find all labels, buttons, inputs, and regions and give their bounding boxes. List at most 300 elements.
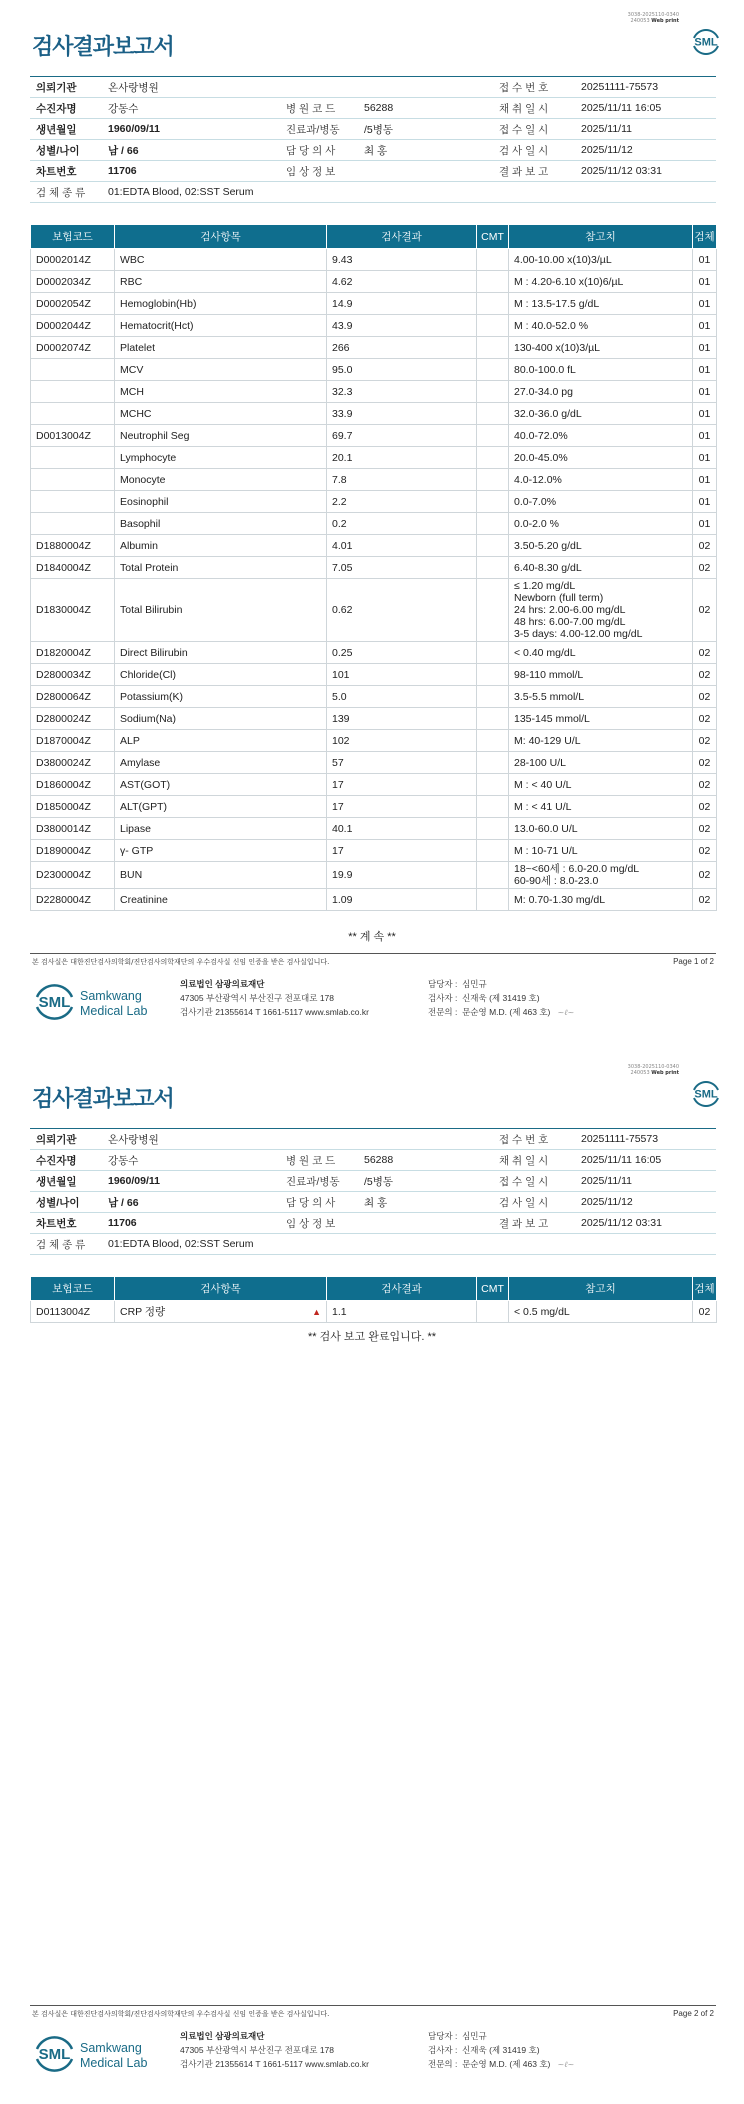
reference-range-cell: 13.0-60.0 U/L: [509, 818, 693, 840]
insurance-code-cell: D1820004Z: [31, 642, 115, 664]
test-item-cell: RBC: [115, 271, 327, 293]
patient-name-value: 강동수: [102, 98, 280, 119]
reference-range-cell: 4.00-10.00 x(10)3/µL: [509, 249, 693, 271]
sml-logo-icon: [688, 1076, 724, 1112]
table-row: [31, 664, 717, 686]
test-result-cell: 1.09: [327, 889, 477, 911]
test-item-cell: CRP 정량 ▲: [115, 1301, 327, 1323]
specimen-cell: 01: [693, 381, 717, 403]
dept-label: 진료과/병동: [280, 119, 358, 140]
insurance-code-cell: D0002074Z: [31, 337, 115, 359]
cmt-cell: [477, 359, 509, 381]
specimen-label: 검 체 종 류: [30, 182, 102, 203]
dob-value: 1960/09/11: [102, 119, 280, 140]
samkwang-logo: [34, 2032, 174, 2081]
insurance-code-cell: D2300004Z: [31, 862, 115, 889]
insurance-code-cell: [31, 469, 115, 491]
test-item-cell: Platelet: [115, 337, 327, 359]
cmt-cell: [477, 889, 509, 911]
test-item-cell: MCV: [115, 359, 327, 381]
reference-range-cell: M: 40-129 U/L: [509, 730, 693, 752]
table-row: [31, 840, 717, 862]
test-item-cell: Neutrophil Seg: [115, 425, 327, 447]
specimen-cell: 02: [693, 535, 717, 557]
test-item-cell: Hematocrit(Hct): [115, 315, 327, 337]
specimen-cell: 02: [693, 752, 717, 774]
report-date-label: 결 과 보 고: [493, 161, 575, 182]
table-row: [31, 249, 717, 271]
test-result-cell: 7.05: [327, 557, 477, 579]
hospital-label: 의뢰기관: [30, 77, 102, 98]
cmt-cell: [477, 579, 509, 642]
test-result-cell: 5.0: [327, 686, 477, 708]
test-date-value: 2025/11/12: [575, 140, 716, 161]
test-item-cell: BUN: [115, 862, 327, 889]
cmt-cell: [477, 337, 509, 359]
test-item-cell: Sodium(Na): [115, 708, 327, 730]
test-result-cell: 266: [327, 337, 477, 359]
cmt-cell: [477, 469, 509, 491]
lab-staff: 담당자 : 심민규 검사자 : 신재욱 (제 31419 호) 전문의 : 문순영 M.D. (제 463 호) ~ℓ~: [428, 2031, 575, 2069]
cmt-cell: [477, 513, 509, 535]
test-result-cell: 139: [327, 708, 477, 730]
table-row: [31, 535, 717, 557]
table-row: [31, 1301, 717, 1323]
reference-range-cell: < 0.5 mg/dL: [509, 1301, 693, 1323]
reference-range-cell: 20.0-45.0%: [509, 447, 693, 469]
report-title: 검사결과보고서: [32, 1087, 174, 1112]
svg-text:SML: SML: [694, 1088, 718, 1101]
report-date-value: 2025/11/12 03:31: [575, 161, 716, 182]
reference-range-cell: M : 13.5-17.5 g/dL: [509, 293, 693, 315]
hospital-code-value: 56288: [358, 98, 493, 119]
patient-name-label: 수진자명: [30, 1150, 102, 1171]
table-row: [31, 337, 717, 359]
patient-name-value: 강동수: [102, 1150, 280, 1171]
sex-age-label: 성별/나이: [30, 140, 102, 161]
reference-range-cell: 28-100 U/L: [509, 752, 693, 774]
collect-date-label: 채 취 일 시: [493, 1150, 575, 1171]
specimen-cell: 01: [693, 293, 717, 315]
test-result-cell: 4.62: [327, 271, 477, 293]
test-result-cell: 43.9: [327, 315, 477, 337]
test-item-cell: Monocyte: [115, 469, 327, 491]
insurance-code-cell: D1850004Z: [31, 796, 115, 818]
specimen-cell: 01: [693, 337, 717, 359]
cmt-cell: [477, 249, 509, 271]
continue-notice: ** 계 속 **: [348, 931, 396, 943]
receipt-date-label: 접 수 일 시: [493, 1171, 575, 1192]
specimen-cell: 02: [693, 579, 717, 642]
test-item-cell: Lipase: [115, 818, 327, 840]
test-result-cell: 17: [327, 796, 477, 818]
header-cmt: CMT: [477, 1277, 509, 1301]
table-row: [31, 469, 717, 491]
cmt-cell: [477, 403, 509, 425]
insurance-code-cell: D0002044Z: [31, 315, 115, 337]
specimen-cell: 02: [693, 818, 717, 840]
reference-range-cell: 3.50-5.20 g/dL: [509, 535, 693, 557]
reference-range-cell: 0.0-7.0%: [509, 491, 693, 513]
test-result-cell: 69.7: [327, 425, 477, 447]
certification-text: 본 검사실은 대한진단검사의학회/진단검사의학재단의 우수검사실 신임 인증을 받은 검사실입니다.: [32, 958, 330, 966]
dept-value: /5병동: [358, 1171, 493, 1192]
test-item-cell: Total Bilirubin: [115, 579, 327, 642]
header-item: 검사항목: [115, 225, 327, 249]
doctor-label: 담 당 의 사: [280, 140, 358, 161]
insurance-code-cell: D3800014Z: [31, 818, 115, 840]
footer-divider: [30, 953, 716, 954]
test-item-cell: Amylase: [115, 752, 327, 774]
specimen-cell: 01: [693, 403, 717, 425]
specimen-cell: 02: [693, 774, 717, 796]
table-row: [31, 579, 717, 642]
svg-text:Medical Lab: Medical Lab: [80, 2056, 148, 2070]
test-item-cell: Direct Bilirubin: [115, 642, 327, 664]
cmt-cell: [477, 730, 509, 752]
receipt-date-value: 2025/11/11: [575, 1171, 716, 1192]
header-item: 검사항목: [115, 1277, 327, 1301]
cmt-cell: [477, 271, 509, 293]
insurance-code-cell: D2280004Z: [31, 889, 115, 911]
test-item-cell: Hemoglobin(Hb): [115, 293, 327, 315]
specimen-cell: 02: [693, 840, 717, 862]
table-row: [31, 293, 717, 315]
print-code: 3038-2025110-0340 240053 Web print: [627, 12, 679, 24]
cmt-cell: [477, 491, 509, 513]
patient-info: [30, 76, 716, 203]
cmt-cell: [477, 664, 509, 686]
table-row: [31, 381, 717, 403]
table-row: [31, 708, 717, 730]
cmt-cell: [477, 708, 509, 730]
hospital-code-label: 병 원 코 드: [280, 1150, 358, 1171]
test-result-cell: 17: [327, 840, 477, 862]
receipt-date-value: 2025/11/11: [575, 119, 716, 140]
test-result-cell: 2.2: [327, 491, 477, 513]
insurance-code-cell: D0013004Z: [31, 425, 115, 447]
certification-text: 본 검사실은 대한진단검사의학회/진단검사의학재단의 우수검사실 신임 인증을 받은 검사실입니다.: [32, 2010, 330, 2018]
lab-address: 의료법인 삼광의료재단 47305 부산광역시 부산진구 전포대로 178 검사기관 21355614 T 1661-5117 www.smlab.co.kr: [180, 979, 369, 1017]
cmt-cell: [477, 381, 509, 403]
page-number: Page 1 of 2: [673, 957, 714, 966]
specimen-cell: 01: [693, 249, 717, 271]
cmt-cell: [477, 535, 509, 557]
insurance-code-cell: D1830004Z: [31, 579, 115, 642]
test-date-label: 검 사 일 시: [493, 1192, 575, 1213]
table-row: [31, 315, 717, 337]
test-item-cell: MCH: [115, 381, 327, 403]
dept-label: 진료과/병동: [280, 1171, 358, 1192]
test-item-cell: AST(GOT): [115, 774, 327, 796]
report-page-2: [0, 1052, 744, 2104]
insurance-code-cell: D0002054Z: [31, 293, 115, 315]
specimen-value: 01:EDTA Blood, 02:SST Serum: [102, 1234, 716, 1255]
sex-age-value: 남 / 66: [102, 1192, 280, 1213]
test-item-cell: Potassium(K): [115, 686, 327, 708]
hospital-label: 의뢰기관: [30, 1129, 102, 1150]
reference-range-cell: M : 40.0-52.0 %: [509, 315, 693, 337]
table-row: [31, 862, 717, 889]
header-result: 검사결과: [327, 1277, 477, 1301]
test-result-cell: 20.1: [327, 447, 477, 469]
chart-no-label: 차트번호: [30, 1213, 102, 1234]
test-item-cell: MCHC: [115, 403, 327, 425]
test-item-cell: Total Protein: [115, 557, 327, 579]
test-item-cell: Chloride(Cl): [115, 664, 327, 686]
insurance-code-cell: D1890004Z: [31, 840, 115, 862]
test-date-value: 2025/11/12: [575, 1192, 716, 1213]
report-date-value: 2025/11/12 03:31: [575, 1213, 716, 1234]
insurance-code-cell: D0002014Z: [31, 249, 115, 271]
svg-text:Samkwang: Samkwang: [80, 2041, 142, 2055]
receipt-no-label: 접 수 번 호: [493, 77, 575, 98]
clinical-info-value: [358, 1213, 493, 1234]
reference-range-cell: 40.0-72.0%: [509, 425, 693, 447]
dob-label: 생년월일: [30, 1171, 102, 1192]
reference-range-cell: 3.5-5.5 mmol/L: [509, 686, 693, 708]
chart-no-label: 차트번호: [30, 161, 102, 182]
samkwang-logo: [34, 980, 174, 1029]
doctor-value: 최 홍: [358, 1192, 493, 1213]
specimen-cell: 01: [693, 315, 717, 337]
test-result-cell: 32.3: [327, 381, 477, 403]
specimen-label: 검 체 종 류: [30, 1234, 102, 1255]
sml-logo-icon: [688, 24, 724, 60]
reference-range-cell: 32.0-36.0 g/dL: [509, 403, 693, 425]
specimen-value: 01:EDTA Blood, 02:SST Serum: [102, 182, 716, 203]
table-row: [31, 425, 717, 447]
footer-divider: [30, 2005, 716, 2006]
dob-value: 1960/09/11: [102, 1171, 280, 1192]
specimen-cell: 02: [693, 664, 717, 686]
cmt-cell: [477, 774, 509, 796]
insurance-code-cell: D1880004Z: [31, 535, 115, 557]
header-ref: 참고치: [509, 1277, 693, 1301]
cmt-cell: [477, 818, 509, 840]
specimen-cell: 01: [693, 425, 717, 447]
dob-label: 생년월일: [30, 119, 102, 140]
patient-name-label: 수진자명: [30, 98, 102, 119]
print-code: 3038-2025110-0340 240053 Web print: [627, 1064, 679, 1076]
specimen-cell: 02: [693, 730, 717, 752]
test-result-cell: 95.0: [327, 359, 477, 381]
insurance-code-cell: D2800064Z: [31, 686, 115, 708]
test-result-cell: 102: [327, 730, 477, 752]
receipt-no-label: 접 수 번 호: [493, 1129, 575, 1150]
insurance-code-cell: [31, 513, 115, 535]
reference-range-cell: 135-145 mmol/L: [509, 708, 693, 730]
test-result-cell: 4.01: [327, 535, 477, 557]
svg-text:SML: SML: [38, 994, 71, 1011]
samkwang-logo-icon: [34, 2032, 174, 2076]
report-date-label: 결 과 보 고: [493, 1213, 575, 1234]
table-row: [31, 642, 717, 664]
test-item-cell: ALT(GPT): [115, 796, 327, 818]
clinical-info-label: 임 상 정 보: [280, 1213, 358, 1234]
insurance-code-cell: D1870004Z: [31, 730, 115, 752]
cmt-cell: [477, 686, 509, 708]
test-result-cell: 0.62: [327, 579, 477, 642]
insurance-code-cell: [31, 359, 115, 381]
insurance-code-cell: D2800034Z: [31, 664, 115, 686]
test-date-label: 검 사 일 시: [493, 140, 575, 161]
patient-info: [30, 1128, 716, 1255]
header-ref: 참고치: [509, 225, 693, 249]
specimen-cell: 02: [693, 1301, 717, 1323]
cmt-cell: [477, 315, 509, 337]
test-result-cell: 0.2: [327, 513, 477, 535]
specimen-cell: 01: [693, 469, 717, 491]
test-item-cell: Eosinophil: [115, 491, 327, 513]
specimen-cell: 02: [693, 889, 717, 911]
insurance-code-cell: D1860004Z: [31, 774, 115, 796]
svg-text:Medical Lab: Medical Lab: [80, 1004, 148, 1018]
test-item-cell: γ- GTP: [115, 840, 327, 862]
header-code: 보험코드: [31, 1277, 115, 1301]
test-result-cell: 14.9: [327, 293, 477, 315]
cmt-cell: [477, 642, 509, 664]
insurance-code-cell: D2800024Z: [31, 708, 115, 730]
reference-range-cell: M : 4.20-6.10 x(10)6/µL: [509, 271, 693, 293]
insurance-code-cell: D0002034Z: [31, 271, 115, 293]
insurance-code-cell: [31, 403, 115, 425]
collect-date-value: 2025/11/11 16:05: [575, 98, 716, 119]
table-row: [31, 447, 717, 469]
table-row: [31, 491, 717, 513]
table-row: [31, 889, 717, 911]
reference-range-cell: < 0.40 mg/dL: [509, 642, 693, 664]
abnormal-high-flag-icon: ▲: [312, 1306, 321, 1317]
test-result-cell: 9.43: [327, 249, 477, 271]
table-row: [31, 818, 717, 840]
clinical-info-label: 임 상 정 보: [280, 161, 358, 182]
cmt-cell: [477, 447, 509, 469]
cmt-cell: [477, 425, 509, 447]
dept-value: /5병동: [358, 119, 493, 140]
sex-age-value: 남 / 66: [102, 140, 280, 161]
signature: ~ℓ~: [557, 1008, 575, 1017]
clinical-info-value: [358, 161, 493, 182]
reference-range-cell: 27.0-34.0 pg: [509, 381, 693, 403]
header-code: 보험코드: [31, 225, 115, 249]
report-title: 검사결과보고서: [32, 35, 174, 60]
table-row: [31, 271, 717, 293]
header-result: 검사결과: [327, 225, 477, 249]
table-row: [31, 513, 717, 535]
reference-range-cell: 130-400 x(10)3/µL: [509, 337, 693, 359]
specimen-cell: 01: [693, 513, 717, 535]
cmt-cell: [477, 862, 509, 889]
results-table-page-2: [30, 1276, 717, 1323]
insurance-code-cell: [31, 491, 115, 513]
specimen-cell: 02: [693, 557, 717, 579]
hospital-value: 온사랑병원: [102, 1129, 493, 1150]
receipt-no-value: 20251111-75573: [575, 77, 716, 98]
test-result-cell: 1.1: [327, 1301, 477, 1323]
lab-address: 의료법인 삼광의료재단 47305 부산광역시 부산진구 전포대로 178 검사기관 21355614 T 1661-5117 www.smlab.co.kr: [180, 2031, 369, 2069]
test-item-cell: Creatinine: [115, 889, 327, 911]
specimen-cell: 01: [693, 271, 717, 293]
cmt-cell: [477, 796, 509, 818]
table-row: [31, 730, 717, 752]
cmt-cell: [477, 557, 509, 579]
header-specimen: 검체: [693, 1277, 717, 1301]
test-item-cell: WBC: [115, 249, 327, 271]
table-row: [31, 557, 717, 579]
reference-range-cell: M : < 40 U/L: [509, 774, 693, 796]
logo-text: SML: [694, 36, 718, 49]
chart-no-value: 11706: [102, 161, 280, 182]
specimen-cell: 01: [693, 447, 717, 469]
table-row: [31, 752, 717, 774]
insurance-code-cell: D1840004Z: [31, 557, 115, 579]
cmt-cell: [477, 752, 509, 774]
reference-range-cell: 98-110 mmol/L: [509, 664, 693, 686]
collect-date-value: 2025/11/11 16:05: [575, 1150, 716, 1171]
samkwang-logo-icon: [34, 980, 174, 1024]
signature: ~ℓ~: [557, 2060, 575, 2069]
test-result-cell: 17: [327, 774, 477, 796]
test-result-cell: 101: [327, 664, 477, 686]
reference-range-cell: 6.40-8.30 g/dL: [509, 557, 693, 579]
specimen-cell: 02: [693, 686, 717, 708]
specimen-cell: 02: [693, 796, 717, 818]
specimen-cell: 01: [693, 491, 717, 513]
reference-range-cell: ≤ 1.20 mg/dL Newborn (full term) 24 hrs: 2.00-6.00 mg/dL 48 hrs: 6.00-7.00 mg/dL 3-5 days: 4.00-12.00 mg/dL: [509, 579, 693, 642]
cmt-cell: [477, 840, 509, 862]
test-item-cell: Albumin: [115, 535, 327, 557]
collect-date-label: 채 취 일 시: [493, 98, 575, 119]
insurance-code-cell: D0113004Z: [31, 1301, 115, 1323]
test-result-cell: 40.1: [327, 818, 477, 840]
table-row: [31, 359, 717, 381]
test-result-cell: 0.25: [327, 642, 477, 664]
insurance-code-cell: [31, 447, 115, 469]
reference-range-cell: 80.0-100.0 fL: [509, 359, 693, 381]
doctor-label: 담 당 의 사: [280, 1192, 358, 1213]
table-row: [31, 686, 717, 708]
test-result-cell: 57: [327, 752, 477, 774]
test-item-cell: Basophil: [115, 513, 327, 535]
insurance-code-cell: D3800024Z: [31, 752, 115, 774]
hospital-code-value: 56288: [358, 1150, 493, 1171]
hospital-value: 온사랑병원: [102, 77, 493, 98]
cmt-cell: [477, 1301, 509, 1323]
insurance-code-cell: [31, 381, 115, 403]
lab-staff: 담당자 : 심민규 검사자 : 신재욱 (제 31419 호) 전문의 : 문순영 M.D. (제 463 호) ~ℓ~: [428, 979, 575, 1017]
specimen-cell: 01: [693, 359, 717, 381]
test-result-cell: 7.8: [327, 469, 477, 491]
test-item-cell: ALP: [115, 730, 327, 752]
hospital-code-label: 병 원 코 드: [280, 98, 358, 119]
sex-age-label: 성별/나이: [30, 1192, 102, 1213]
reference-range-cell: M : < 41 U/L: [509, 796, 693, 818]
cmt-cell: [477, 293, 509, 315]
page-number: Page 2 of 2: [673, 2009, 714, 2018]
reference-range-cell: 4.0-12.0%: [509, 469, 693, 491]
report-complete-notice: ** 검사 보고 완료입니다. **: [307, 1331, 437, 1343]
header-specimen: 검체: [693, 225, 717, 249]
test-result-cell: 33.9: [327, 403, 477, 425]
receipt-no-value: 20251111-75573: [575, 1129, 716, 1150]
chart-no-value: 11706: [102, 1213, 280, 1234]
doctor-value: 최 홍: [358, 140, 493, 161]
test-result-cell: 19.9: [327, 862, 477, 889]
table-row: [31, 403, 717, 425]
svg-text:Samkwang: Samkwang: [80, 989, 142, 1003]
table-row: [31, 774, 717, 796]
